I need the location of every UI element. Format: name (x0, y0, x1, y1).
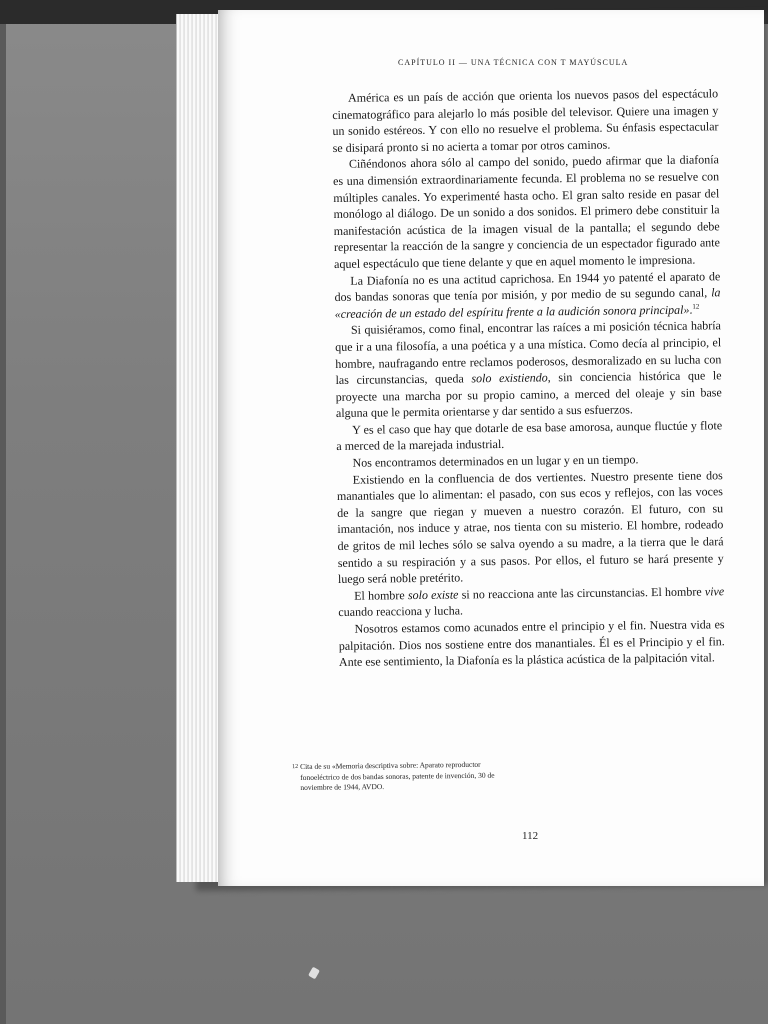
italic-text: la «creación de un estado del espíritu frente a la audición sonora principal» (334, 285, 721, 321)
text-run: si no reacciona ante las circunstancias. El hombre (458, 584, 705, 602)
text-run: El hombre (354, 587, 408, 603)
italic-text: solo existe (407, 587, 459, 602)
italic-text: solo existiendo (471, 370, 548, 386)
text-run: Si quisiéramos, como final, encontrar las raíces a mi posición técnica habría que ir a una filosofía, a una poética y a una mística. Como decía al principio, el hombre, naufragando entre reclamos poderosos, desmoralizado en su lucha con las circunstancias, queda (335, 318, 722, 388)
table-edge (0, 24, 6, 1024)
paragraph (332, 85, 719, 156)
text-run: Y es el caso que hay que dotarle de esa base amorosa, aunque fluctúe y flote a merced de la marejada industrial. (336, 418, 723, 454)
paragraph (334, 268, 721, 322)
italic-text: vive (704, 584, 725, 599)
footnote-text: Cita de su «Memoria descriptiva sobre: Aparato reproductor fonoeléctrico de dos bandas sonoras, patente de invención, 30 de noviembre de 1944, AVDO. (300, 759, 495, 792)
paragraph (338, 583, 724, 621)
paragraph (338, 616, 725, 670)
text-run: , sin conciencia histórica que le proyecte una marcha por su propio camino, a merced del oleaje y sin base alguna que le permita orientarse y dar sentido a sus esfuerzos. (335, 368, 722, 421)
page-edges (176, 14, 223, 882)
text-run: América es un país de acción que orienta los nuevos pasos del espectáculo cinematográfico para alejarlo lo más posible del televisor. Quiere una imagen y un sonido estéreos. Y con ello no resuelve el problema. Su énfasis espectacular se disipará pronto si no acierta a tomar por otros caminos. (332, 86, 719, 155)
book-page (218, 10, 764, 886)
running-header: CAPÍTULO II — UNA TÉCNICA CON T MAYÚSCULA (398, 58, 629, 67)
page-number: 112 (522, 830, 539, 842)
paragraph (337, 467, 724, 588)
text-run: Existiendo en la confluencia de dos vertientes. Nuestro presente tiene dos manantiales que lo alimentan: el pasado, con sus ecos y reflejos, con las voces de la sangre que riegan y mueven a nuestro corazón. El futuro, con su imantación, nos induce y atrae, nos tienta con su misterio. El hombre, rodeado de gritos de mil leches sólo se salva oyendo a su madre, a la tierra que le dará sentido a su respiración y a sus pasos. Por ellos, el futuro se hará presente y luego será noble pretérito. (336, 467, 724, 587)
text-run: Nosotros estamos como acunados entre el principio y el fin. Nuestra vida es palpitación. Dios nos sostiene entre dos manantiales. Él es el Principio y el fin. Ante ese sentimiento, la Diafonía es la plástica acústica de la palpitación vital. (338, 617, 725, 670)
body-text (332, 85, 725, 670)
text-run: Ciñéndonos ahora sólo al campo del sonido, puedo afirmar que la diafonía es una dimensión extraordinariamente fecunda. El problema no se resuelve con múltiples canales. Yo experimenté hasta ocho. El gran salto reside en pasar del monólogo al diálogo. De un sonido a dos sonidos. El primero debe constituir la manifestación acústica de la imagen visual de la pantalla; el segundo debe representar la reacción de la sangre y conciencia de un espectador figurado ante aquel espectáculo que tiene delante y que en aquel momento le impresiona. (333, 152, 720, 271)
text-run: Nos encontramos determinados en un lugar y en un tiempo. (352, 452, 639, 470)
paragraph (333, 152, 720, 273)
text-run: cuando reacciona y lucha. (338, 603, 464, 620)
footnote-mark: 12 (292, 764, 299, 771)
footnote-ref: 12 (692, 302, 700, 311)
text-run: . (689, 302, 693, 317)
paragraph (335, 318, 722, 422)
footnote (292, 759, 500, 794)
text-run: La Diafonía no es una actitud caprichosa. En 1944 yo patenté el aparato de dos bandas sonoras que tenía por misión, y por medio de su segundo canal, (334, 268, 721, 305)
dust-speck (308, 967, 320, 980)
paragraph (336, 417, 722, 455)
